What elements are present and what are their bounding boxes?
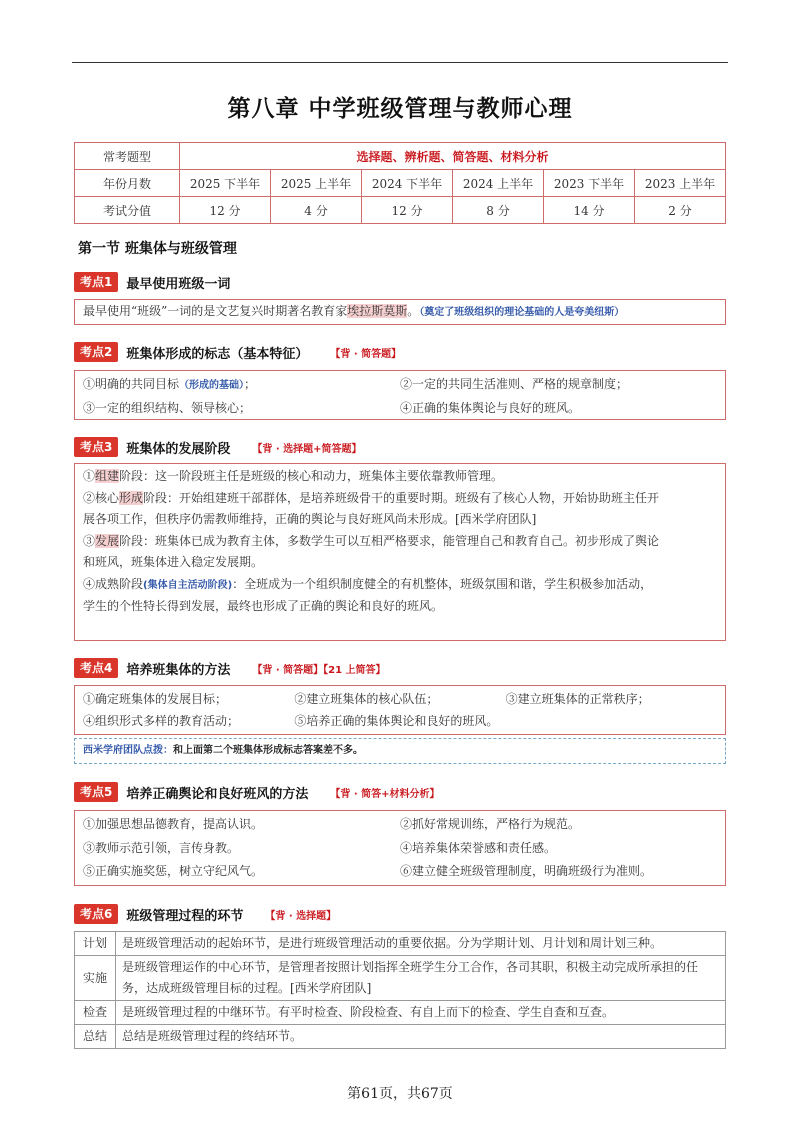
exam-year-cell: 2025 下半年 bbox=[180, 170, 271, 197]
exam-score-cell: 4 分 bbox=[271, 197, 362, 224]
kp3-badge: 考点3 bbox=[74, 437, 118, 457]
kp4-badge: 考点4 bbox=[74, 658, 118, 678]
kp3-box bbox=[74, 463, 726, 641]
top-rule bbox=[72, 62, 728, 63]
kp2-row bbox=[75, 373, 725, 397]
kp6-badge: 考点6 bbox=[74, 904, 118, 924]
kp5-item: ⑤正确实施奖惩，树立守纪风气。 bbox=[83, 864, 264, 878]
kp3-stage-4-cont: 学生的个性特长得到发展，最终也形成了正确的舆论和良好的班风。 bbox=[83, 599, 444, 613]
kp6-table bbox=[74, 931, 726, 1049]
kp2-item: ③一定的组织结构、领导核心； bbox=[83, 401, 252, 415]
kp1-highlight: 埃拉斯莫斯 bbox=[347, 304, 408, 318]
kp1-note: （奠定了班级组织的理论基础的人是夸美纽斯） bbox=[419, 307, 625, 318]
kp5-row bbox=[75, 860, 725, 884]
kp6-title: 班级管理过程的环节 bbox=[126, 908, 244, 924]
kp6-desc: 总结是班级管理过程的终结环节。 bbox=[116, 1025, 726, 1049]
kp5-header bbox=[74, 782, 440, 802]
section-title: 第一节 班集体与班级管理 bbox=[78, 241, 237, 257]
kp1-badge: 考点1 bbox=[74, 272, 118, 292]
kp4-item: ⑤培养正确的集体舆论和良好的班风。 bbox=[294, 714, 499, 728]
kp4-item: ④组织形式多样的教育活动； bbox=[83, 714, 240, 728]
exam-year-cell: 2025 上半年 bbox=[271, 170, 362, 197]
exam-score-cell: 12 分 bbox=[180, 197, 271, 224]
kp6-stage: 总结 bbox=[75, 1025, 116, 1049]
kp1-text: 最早使用“班级”一词的是文艺复兴时期著名教育家埃拉斯莫斯。（奠定了班级组织的理论基础的人是夸美纽斯） bbox=[83, 304, 625, 318]
page-footer: 第61页，共67页 bbox=[347, 1086, 453, 1102]
kp5-item: ③教师示范引领，言传身教。 bbox=[83, 840, 240, 855]
kp1-title: 最早使用班级一词 bbox=[126, 276, 231, 292]
kp6-stage: 实施 bbox=[75, 956, 116, 1001]
kp4-tip-box bbox=[74, 738, 726, 764]
table-row bbox=[75, 1025, 726, 1049]
kp5-badge: 考点5 bbox=[74, 782, 118, 802]
exam-scores-label: 考试分值 bbox=[75, 197, 180, 224]
kp6-stage: 计划 bbox=[75, 932, 116, 956]
table-row bbox=[75, 956, 726, 1001]
kp2-row bbox=[75, 397, 725, 419]
kp3-stage-1: ①组建阶段：这一阶段班主任是班级的核心和动力，班集体主要依靠教师管理。 bbox=[83, 469, 504, 483]
kp3-stage-2-cont: 展各项工作，但秩序仍需教师维持，正确的舆论与良好班风尚未形成。[西米学府团队] bbox=[83, 512, 537, 526]
kp4-title: 培养班集体的方法 bbox=[126, 662, 231, 678]
exam-types-row bbox=[75, 143, 726, 170]
kp3-tag: 【背 · 选择题+简答题】 bbox=[252, 443, 362, 455]
exam-scores-row bbox=[75, 197, 726, 224]
table-row bbox=[75, 1001, 726, 1025]
exam-years-row bbox=[75, 170, 726, 197]
kp4-tip-label: 西米学府团队点拨： bbox=[83, 745, 173, 756]
kp5-title: 培养正确舆论和良好班风的方法 bbox=[126, 786, 309, 802]
kp2-header bbox=[74, 342, 401, 362]
exam-types-value: 选择题、辨析题、简答题、材料分析 bbox=[180, 143, 726, 170]
kp5-row bbox=[75, 813, 725, 837]
kp2-item: ④正确的集体舆论与良好的班风。 bbox=[400, 401, 581, 415]
kp6-desc: 是班级管理过程的中继环节。有平时检查、阶段检查、有自上而下的检查、学生自查和互查。 bbox=[116, 1001, 726, 1025]
exam-info-table bbox=[74, 142, 726, 224]
kp6-desc: 是班级管理运作的中心环节，是管理者按照计划指挥全班学生分工合作，各司其职，积极主动完成所承担的任务，达成班级管理目标的过程。[西米学府团队] bbox=[116, 956, 726, 1001]
kp3-stage-2: ②核心形成阶段：开始组建班干部群体，是培养班级骨干的重要时期。班级有了核心人物，开始协助班主任开 bbox=[83, 490, 660, 505]
kp3-stage-3: ③发展阶段：班集体已成为教育主体，多数学生可以互相严格要求，能管理自己和教育自己。初步形成了舆论 bbox=[83, 533, 660, 548]
kp3-stage-4: ④成熟阶段(集体自主活动阶段)：全班成为一个组织制度健全的有机整体，班级氛围和谐，学生积极参加活动， bbox=[83, 576, 653, 591]
kp5-item: ①加强思想品德教育，提高认识。 bbox=[83, 817, 264, 831]
kp1-box bbox=[74, 299, 726, 325]
kp4-box bbox=[74, 685, 726, 735]
kp3-stage-3-cont: 和班风，班集体进入稳定发展期。 bbox=[83, 555, 264, 569]
exam-year-cell: 2024 上半年 bbox=[453, 170, 544, 197]
kp2-box bbox=[74, 370, 726, 420]
table-row bbox=[75, 932, 726, 956]
exam-year-cell: 2023 上半年 bbox=[635, 170, 726, 197]
kp5-item: ④培养集体荣誉感和责任感。 bbox=[400, 840, 557, 855]
kp3-header bbox=[74, 437, 362, 457]
exam-score-cell: 14 分 bbox=[544, 197, 635, 224]
kp4-header bbox=[74, 658, 386, 678]
kp4-tag: 【背 · 简答题】【21 上简答】 bbox=[252, 664, 386, 676]
kp1-header bbox=[74, 272, 230, 292]
exam-years-label: 年份月数 bbox=[75, 170, 180, 197]
kp5-item: ②抓好常规训练，严格行为规范。 bbox=[400, 817, 581, 831]
kp5-box bbox=[74, 810, 726, 886]
kp4-tip-text: 和上面第二个班集体形成标志答案差不多。 bbox=[173, 745, 363, 756]
kp4-item: ③建立班集体的正常秩序； bbox=[505, 692, 650, 706]
kp3-title: 班集体的发展阶段 bbox=[126, 441, 231, 457]
kp4-row bbox=[75, 688, 725, 710]
exam-year-cell: 2024 下半年 bbox=[362, 170, 453, 197]
exam-score-cell: 2 分 bbox=[635, 197, 726, 224]
kp4-item: ②建立班集体的核心队伍； bbox=[294, 692, 439, 706]
kp5-row bbox=[75, 837, 725, 861]
page-title: 第八章 中学班级管理与教师心理 bbox=[227, 96, 573, 122]
exam-types-label: 常考题型 bbox=[75, 143, 180, 170]
exam-year-cell: 2023 下半年 bbox=[544, 170, 635, 197]
kp2-tag: 【背 · 简答题】 bbox=[330, 348, 402, 360]
kp5-item: ⑥建立健全班级管理制度，明确班级行为准则。 bbox=[400, 864, 653, 878]
kp6-tag: 【背 · 选择题】 bbox=[265, 910, 337, 922]
kp6-stage: 检查 bbox=[75, 1001, 116, 1025]
kp4-item: ①确定班集体的发展目标； bbox=[83, 692, 228, 706]
kp2-item: ①明确的共同目标（形成的基础）； bbox=[83, 377, 257, 391]
exam-score-cell: 12 分 bbox=[362, 197, 453, 224]
kp2-item: ②一定的共同生活准则、严格的规章制度； bbox=[400, 377, 629, 391]
kp6-desc: 是班级管理活动的起始环节，是进行班级管理活动的重要依据。分为学期计划、月计划和周计划三种。 bbox=[116, 932, 726, 956]
kp4-row bbox=[75, 710, 725, 732]
exam-score-cell: 8 分 bbox=[453, 197, 544, 224]
kp2-badge: 考点2 bbox=[74, 342, 118, 362]
kp5-tag: 【背 · 简答+材料分析】 bbox=[330, 788, 440, 800]
kp2-title: 班集体形成的标志（基本特征） bbox=[126, 346, 309, 362]
kp6-header bbox=[74, 904, 336, 924]
